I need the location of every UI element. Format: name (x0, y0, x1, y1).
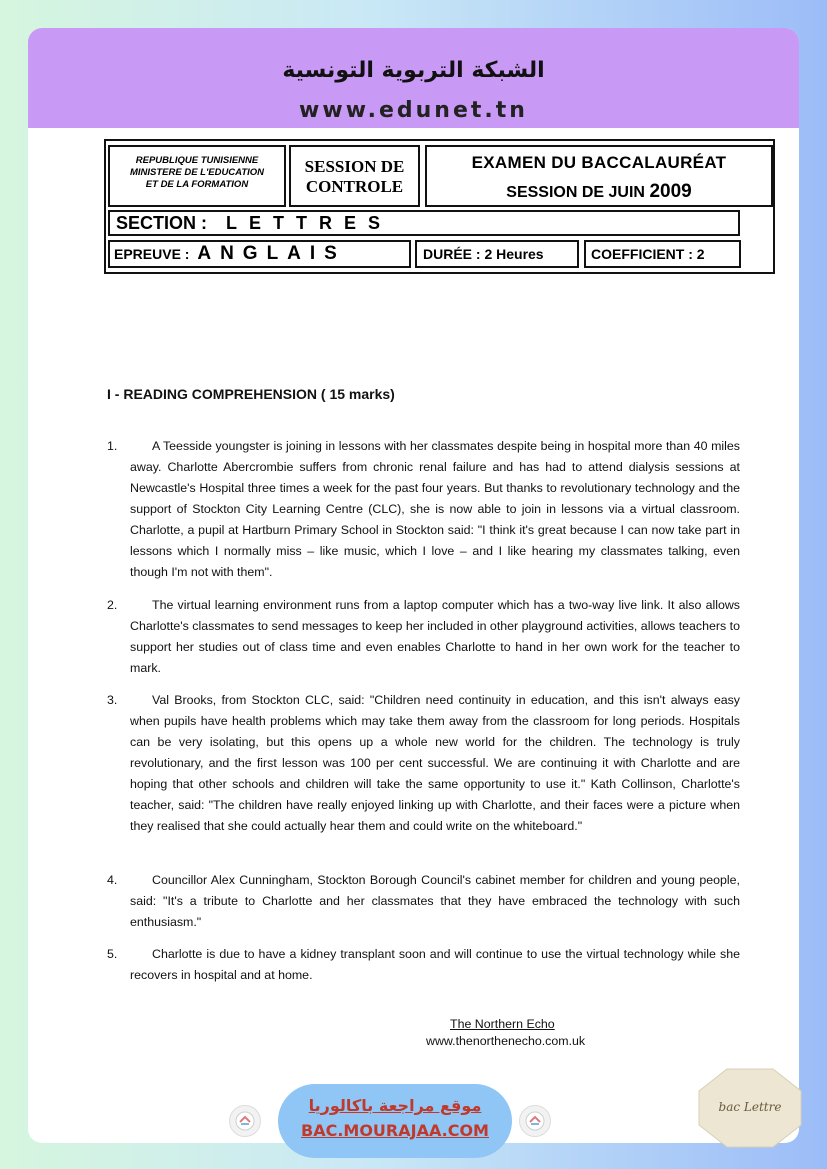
section-box (108, 210, 740, 236)
republic-line-2: MINISTERE DE L'EDUCATION (129, 167, 265, 178)
paragraph-5 (107, 944, 740, 986)
source-name: The Northern Echo (450, 1017, 555, 1031)
bac-lettre-badge (697, 1067, 803, 1149)
exam-title-box (425, 145, 773, 207)
republic-line-1: REPUBLIQUE TUNISIENNE (135, 155, 259, 166)
banner-url[interactable]: www.edunet.tn (299, 98, 528, 123)
exam-title: EXAMEN DU BACCALAURÉAT (471, 153, 727, 172)
duree-value: 2 Heures (484, 246, 544, 262)
paragraph-number: 2. (107, 598, 118, 612)
paragraph-1 (107, 436, 740, 583)
republic-line-3: ET DE LA FORMATION (145, 179, 249, 190)
paragraph-text: Councillor Alex Cunningham, Stockton Borough Council's cabinet member for children and young people, said: "It's a tribute to Charlotte and her classmates that they have embraced the technology with such enthusiasm." (130, 873, 740, 929)
source-citation (426, 1016, 585, 1050)
paragraph-number: 1. (107, 439, 118, 453)
coefficient-box (584, 240, 741, 268)
ministry-box (108, 145, 286, 207)
paragraph-number: 5. (107, 947, 118, 961)
top-banner (28, 28, 799, 128)
section-value: LETTRES (226, 213, 393, 233)
duree-box (415, 240, 579, 268)
session-controle-line-1: SESSION DE (304, 157, 405, 176)
epreuve-label: EPREUVE : (114, 246, 190, 262)
paragraph-text: The virtual learning environment runs from a laptop computer which has a two-way live link. It also allows Charlotte's classmates to send messages to keep her included in other playground activities, allows teachers to support her studies out of class time and even enables Charlotte to hand in her own work for the teacher to mark. (130, 598, 740, 675)
exam-year: 2009 (649, 181, 692, 202)
coefficient-value: 2 (696, 246, 705, 262)
duree-label: DURÉE : (423, 246, 481, 262)
footer-site-link[interactable]: BAC.MOURAJAA.COM (301, 1121, 489, 1140)
paragraph-number: 4. (107, 873, 118, 887)
bac-lettre-text: bac Lettre (718, 1100, 782, 1114)
paragraph-number: 3. (107, 693, 118, 707)
epreuve-box (108, 240, 411, 268)
exam-session-label: SESSION DE JUIN (506, 184, 645, 201)
reading-heading: I - READING COMPREHENSION ( 15 marks) (107, 386, 395, 402)
footer-site-pill[interactable] (278, 1084, 512, 1158)
document-page (28, 28, 799, 1143)
coefficient-label: COEFFICIENT : (591, 246, 693, 262)
exam-session (427, 181, 771, 203)
source-url[interactable]: www.thenorthenecho.com.uk (426, 1034, 586, 1048)
paragraph-text: Charlotte is due to have a kidney transplant soon and will continue to use the virtual technology while she recovers in hospital and at home. (130, 947, 740, 982)
section-label: SECTION : (116, 213, 208, 233)
footer-logo-left-icon (229, 1105, 261, 1137)
paragraph-3 (107, 690, 740, 837)
paragraph-text: Val Brooks, from Stockton CLC, said: "Children need continuity in education, and this isn't always easy when pupils have health problems which may take them away from the classroom for long periods. Hospitals can be very isolating, but this opens up a whole new world for the children. The technology is truly revolutionary, and the first lesson was 100 per cent successful. We are continuing it with Charlotte and are hoping that other schools and children will take the same opportunity to use it." Kath Collinson, Charlotte's teacher, said: "The children have really enjoyed linking up with Charlotte, and their faces were a picture when they realised that she could actually hear them and could write on the whiteboard." (130, 693, 740, 833)
banner-arabic-title: الشبكة التربوية التونسية (282, 58, 545, 83)
paragraph-text: A Teesside youngster is joining in lessons with her classmates despite being in hospital more than 40 miles away. Charlotte Abercrombie suffers from chronic renal failure and has had to attend dialysis sessions at Newcastle's Hospital three times a week for the past four years. But thanks to revolutionary technology and the support of Stockton City Learning Centre (CLC), she is now able to join in lessons via a virtual classroom. Charlotte, a pupil at Hartburn Primary School in Stockton said: "I think it's great because I can now take part in lessons which I normally miss – like music, which I love – and I like hearing my classmates talking, even though I'm not with them". (130, 439, 740, 579)
paragraph-2 (107, 595, 740, 679)
epreuve-value: ANGLAIS (197, 243, 346, 264)
session-controle-box (289, 145, 420, 207)
session-controle-line-2: CONTROLE (305, 177, 404, 196)
footer-logo-right-icon (519, 1105, 551, 1137)
paragraph-4 (107, 870, 740, 933)
footer-arabic-site[interactable]: موقع مراجعة باكالوريا (308, 1096, 482, 1115)
